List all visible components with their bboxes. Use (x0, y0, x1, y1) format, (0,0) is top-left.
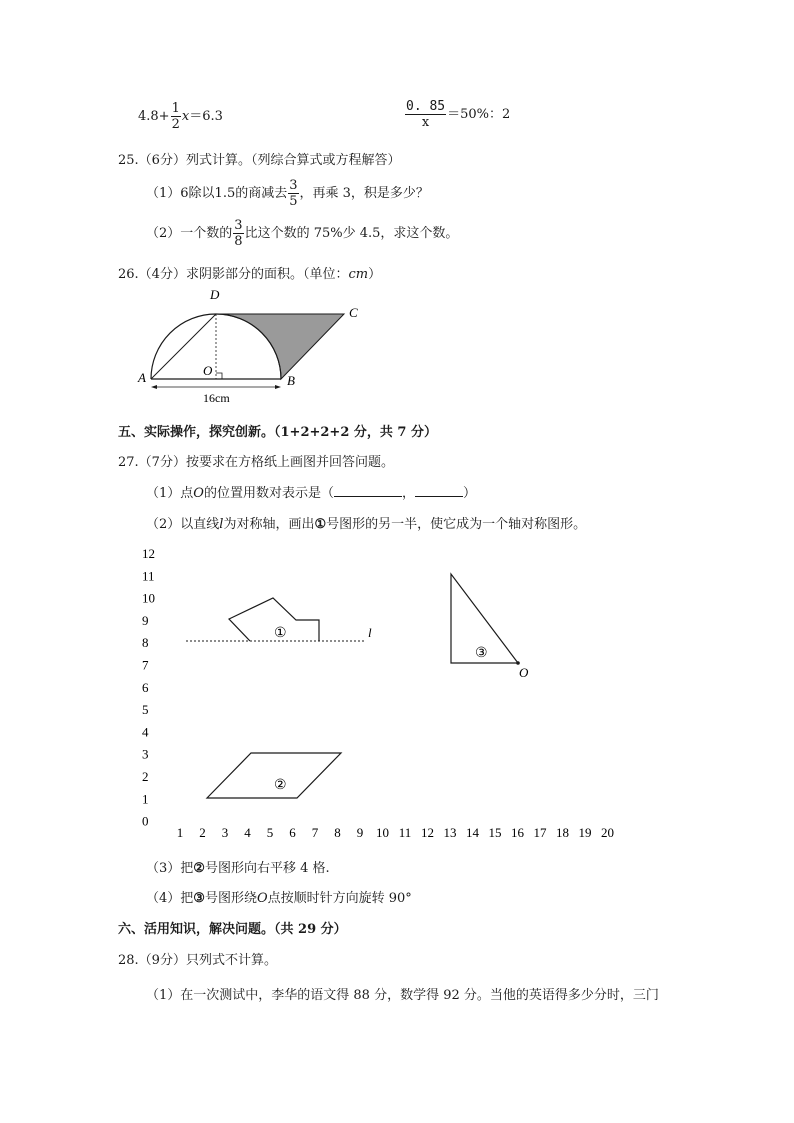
q25-p2-denominator: 8 (234, 234, 243, 249)
y-tick-label: 5 (142, 702, 149, 718)
q27-part3 (146, 857, 330, 876)
q27-part1 (146, 482, 476, 501)
y-tick-label: 3 (142, 746, 149, 762)
eq1-numerator: 1 (171, 101, 180, 116)
q27-p4-text-mid: 号图形绕 (204, 891, 257, 906)
dimension-arrow-left (151, 385, 157, 389)
x-tick-label: 5 (266, 825, 274, 840)
eq2-suffix: ＝50%：2 (447, 107, 511, 122)
y-tick-label: 7 (142, 657, 149, 673)
q27-p2-text: （2）以直线 (146, 517, 220, 532)
q28-part1: （1）在一次测试中，李华的语文得 88 分，数学得 92 分。当他的英语得多少分时，三门 (146, 988, 659, 1003)
answer-blank-2[interactable] (415, 482, 463, 497)
label-C: C (349, 305, 358, 320)
y-tick-label: 9 (142, 612, 149, 628)
x-tick-label: 14 (466, 825, 479, 840)
q25-p1-numerator: 3 (289, 178, 298, 193)
x-tick-label: 8 (334, 825, 341, 840)
q27-p1-text: （1）点 (146, 486, 194, 501)
equation-1 (138, 102, 223, 131)
y-axis-labels (142, 546, 155, 829)
q27-p4-shape-ref: ③ (193, 891, 205, 906)
x-tick-label: 1 (176, 825, 184, 840)
shape-1-label: ① (274, 626, 287, 641)
q27-p1-text-mid: 的位置用数对表示是（ (203, 486, 334, 501)
y-tick-label: 6 (142, 679, 149, 695)
x-tick-label: 12 (421, 825, 434, 840)
q27-p3-text-end: 号图形向右平移 4 格. (204, 861, 330, 876)
q25-part2 (146, 219, 458, 248)
q28-title: 28.（9分）只列式不计算。 (118, 953, 277, 968)
y-tick-label: 12 (142, 546, 155, 561)
q26-title (118, 263, 381, 282)
x-tick-label: 11 (398, 825, 412, 840)
q27-p1-comma: ， (401, 486, 415, 501)
x-tick-label: 20 (601, 825, 614, 840)
eq1-denominator: 2 (171, 117, 180, 132)
q25-p2-text-end: 比这个数的 75%少 4.5，求这个数。 (244, 226, 459, 241)
x-tick-label: 15 (488, 825, 502, 840)
line-l-label: l (368, 625, 372, 640)
eq1-fraction (171, 102, 181, 131)
q27-part4 (146, 887, 412, 906)
eq1-variable: x (181, 109, 190, 124)
q26-figure (130, 290, 380, 410)
q25-p2-fraction (233, 219, 243, 248)
q25-part1 (146, 179, 429, 208)
q27-p1-end: ） (462, 486, 476, 501)
q27-p2-text-mid: 为对称轴，画出 (223, 517, 315, 532)
right-angle-mark (216, 373, 222, 379)
y-tick-label: 2 (142, 769, 149, 784)
label-B: B (287, 373, 295, 388)
eq2-numerator: 0. 85 (406, 99, 446, 114)
x-tick-label: 16 (511, 825, 524, 840)
y-tick-label: 11 (142, 568, 155, 584)
q25-p1-denominator: 5 (289, 194, 298, 209)
x-tick-label: 6 (289, 825, 296, 840)
eq1-suffix: ＝6.3 (189, 109, 223, 124)
x-tick-label: 19 (578, 825, 592, 840)
shape-3-label: ③ (475, 646, 488, 661)
x-tick-label: 13 (443, 825, 457, 840)
q27-p2-shape-ref: ① (314, 517, 327, 532)
q27-p4-point-o: O (256, 891, 268, 906)
q27-p2-line-l: l (219, 517, 224, 532)
eq2-denominator: x (421, 115, 430, 130)
y-tick-label: 8 (142, 635, 149, 651)
x-tick-label: 4 (244, 825, 251, 840)
y-tick-label: 1 (142, 791, 149, 807)
section-6-heading: 六、活用知识，解决问题。（共 29 分） (118, 922, 347, 937)
label-A: A (138, 370, 146, 385)
q26-title-end: ） (368, 267, 382, 282)
point-o-label: O (519, 665, 529, 680)
coordinate-grid-figure (130, 540, 630, 845)
q25-title: 25.（6分）列式计算。（列综合算式或方程解答） (118, 153, 401, 168)
x-tick-label: 3 (221, 825, 229, 840)
answer-blank-1[interactable] (334, 482, 402, 497)
y-tick-label: 10 (142, 590, 155, 606)
q27-title: 27.（7分）按要求在方格纸上画图并回答问题。 (118, 455, 394, 470)
q27-p1-point-o: O (193, 486, 204, 501)
q27-part2 (146, 513, 586, 532)
section-5-heading: 五、实际操作，探究创新。（1+2+2+2 分，共 7 分） (118, 425, 437, 440)
q27-p3-text: （3）把 (146, 861, 194, 876)
q25-p2-numerator: 3 (234, 218, 243, 233)
x-tick-label: 9 (356, 825, 364, 840)
label-base-length: 16cm (203, 391, 230, 405)
x-tick-label: 17 (533, 825, 547, 840)
shape-2-label: ② (274, 778, 287, 793)
equation-2 (404, 100, 510, 129)
label-O: O (203, 363, 213, 378)
q25-p1-text: （1）6除以1.5的商减去 (146, 186, 288, 201)
x-tick-label: 7 (311, 825, 319, 840)
y-tick-label: 4 (142, 724, 149, 740)
x-tick-label: 2 (199, 825, 206, 840)
x-axis-labels (177, 825, 614, 840)
y-tick-label: 0 (142, 813, 149, 829)
q27-p3-shape-ref: ② (193, 861, 205, 876)
x-tick-label: 10 (376, 825, 389, 840)
q25-p1-fraction (288, 179, 298, 208)
q27-p4-text-end: 点按顺时针方向旋转 90° (267, 891, 412, 906)
q26-title-text: 26.（4分）求阴影部分的面积。（单位： (118, 267, 349, 282)
q25-p1-text-end: ，再乘 3，积是多少？ (299, 186, 429, 201)
q27-p4-text: （4）把 (146, 891, 194, 906)
eq2-fraction (405, 100, 446, 129)
label-D: D (210, 290, 220, 302)
dimension-arrow-right (275, 385, 281, 389)
x-tick-label: 18 (556, 825, 569, 840)
q25-p2-text: （2）一个数的 (146, 226, 233, 241)
q27-p2-text-end: 号图形的另一半，使它成为一个轴对称图形。 (326, 517, 587, 532)
eq1-prefix: 4.8+ (138, 109, 170, 124)
q26-unit: cm (348, 267, 369, 282)
